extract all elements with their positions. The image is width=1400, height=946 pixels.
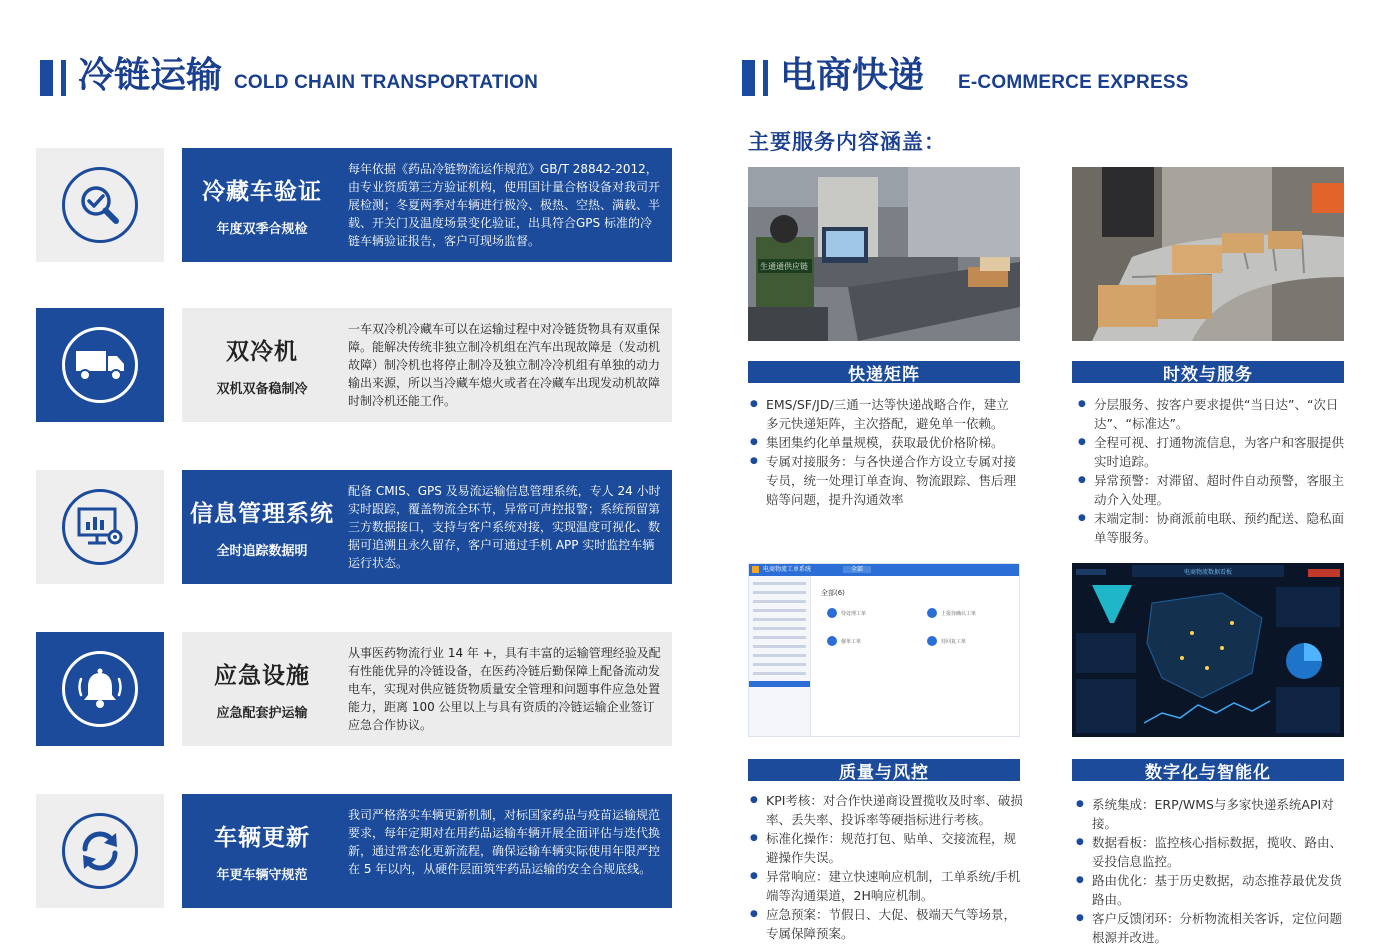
- list-item: ● 异常预警：对滞留、超时件自动预警，客服主动介入处理。: [1076, 471, 1348, 509]
- card-list-quality-risk: [748, 791, 1026, 943]
- conveyor-photo: [1072, 167, 1344, 341]
- list-item: ● 末端定制：协商派前电联、预约配送、隐私面单等服务。: [1076, 509, 1348, 547]
- row-panel: [182, 470, 672, 584]
- list-item: ● 数据看板：监控核心指标数据，揽收、路由、妥投信息监控。: [1074, 833, 1352, 871]
- list-item: ● 应急预案：节假日、大促、极端天气等场景，专属保障预案。: [748, 905, 1026, 943]
- row-head: [182, 308, 342, 422]
- row-subtitle: 双机双备稳制冷: [216, 382, 308, 397]
- dashboard-screenshot: [1072, 563, 1344, 737]
- list-item: ● KPI考核：对合作快递商设置揽收及时率、破损率、丢失率、投诉率等硬指标进行考核。: [748, 791, 1026, 829]
- left-section-title: [40, 56, 538, 96]
- list-item: ● EMS/SF/JD/三通一达等快递战略合作，建立多元快递矩阵，主次搭配，避免单一依赖。: [748, 395, 1020, 433]
- refresh-cycle-icon: [62, 813, 138, 889]
- row-info-system: [36, 470, 672, 584]
- app-tab: 全部: [843, 566, 871, 573]
- row-subtitle: 年更车辆守规范: [216, 868, 308, 883]
- sorting-sign-text: 生通通供应链: [760, 262, 808, 271]
- ticket-system-screenshot: [748, 563, 1020, 737]
- row-title: 双冷机: [226, 339, 298, 365]
- icon-box: [36, 794, 164, 908]
- title-bar-thin: [763, 60, 768, 96]
- row-desc: 配备 CMIS、GPS 及易流运输信息管理系统，专人 24 小时实时跟踪，覆盖物流全环节，异常可声控报警；系统预留第三方数据接口，支持与客户系统对接，实现温度可视化、数据可追溯且永久留存，客户可通过手机 APP 实时监控车辆运行状态。: [348, 484, 661, 570]
- row-title: 应急设施: [214, 663, 310, 689]
- list-item: ● 标准化操作：规范打包、贴单、交接流程，规避操作失误。: [748, 829, 1026, 867]
- card-list-express-matrix: [748, 395, 1020, 509]
- card-list-digital: [1074, 795, 1352, 946]
- title-bar-thick: [40, 60, 53, 96]
- monitor-gear-icon: [62, 489, 138, 565]
- app-tile: 待回复工单: [927, 636, 966, 646]
- truck-icon: [62, 327, 138, 403]
- card-title-quality-risk: 质量与风控: [748, 759, 1020, 781]
- left-title-cn: 冷链运输: [78, 55, 223, 96]
- icon-box: [36, 148, 164, 262]
- row-title: 车辆更新: [214, 825, 310, 851]
- icon-box: [36, 632, 164, 746]
- title-bar-thin: [61, 60, 66, 96]
- row-panel: [182, 308, 672, 422]
- list-item: ● 分层服务、按客户要求提供“当日达”、“次日达”、“标准达”。: [1076, 395, 1348, 433]
- dashboard-title: 电商物流数据看板: [1183, 569, 1233, 576]
- row-subtitle: 全时追踪数据明: [216, 544, 308, 559]
- list-item: ● 路由优化：基于历史数据，动态推荐最优发货路由。: [1074, 871, 1352, 909]
- row-head: [182, 794, 342, 908]
- app-tile: 待处理工单: [827, 608, 866, 618]
- card-list-timeliness: [1076, 395, 1348, 547]
- magnifier-check-icon: [62, 167, 138, 243]
- list-item: ● 全程可视、打通物流信息，为客户和客服提供实时追踪。: [1076, 433, 1348, 471]
- app-titlebar: [749, 564, 1019, 576]
- row-desc: 一车双冷机冷藏车可以在运输过程中对冷链货物具有双重保障。能解决传统非独立制冷机组在汽车出现故障是（发动机故障）制冷机也将停止制冷及独立制冷冷机组有单独的动力输出来源，所以当冷藏车熄火或者在冷藏车出现发动机故障时制冷机还能工作。: [348, 322, 661, 408]
- row-subtitle: 应急配套护运输: [216, 706, 308, 721]
- right-title-cn: 电商快递: [780, 55, 925, 96]
- card-title-express-matrix: 快递矩阵: [748, 361, 1020, 383]
- row-desc: 我司严格落实车辆更新机制，对标国家药品与疫苗运输规范要求，每年定期对在用药品运输车辆开展全面评估与迭代换新，通过常态化更新流程，确保运输车辆实际使用年限严控在 5 年以内，从硬件层面筑牢药品运输的安全合规底线。: [348, 808, 661, 876]
- row-refrigerated-verification: [36, 148, 672, 262]
- right-section-title: [742, 56, 1189, 96]
- list-item: ● 集团集约化单量规模，获取最优价格阶梯。: [748, 433, 1020, 452]
- list-item: ● 异常响应：建立快速响应机制，工单系统/手机端等沟通渠道，2H响应机制。: [748, 867, 1026, 905]
- list-item: ● 系统集成：ERP/WMS与多家快递系统API对接。: [1074, 795, 1352, 833]
- right-title-en: E-COMMERCE EXPRESS: [958, 72, 1189, 93]
- app-logo-icon: [752, 566, 759, 573]
- row-panel: [182, 632, 672, 746]
- row-subtitle: 年度双季合规检: [216, 222, 308, 237]
- left-title-en: COLD CHAIN TRANSPORTATION: [234, 72, 539, 93]
- row-head: [182, 148, 342, 262]
- list-item: ● 专属对接服务：与各快递合作方设立专属对接专员，统一处理订单查询、物流跟踪、售后理赔等问题，提升沟通效率: [748, 452, 1020, 509]
- app-sidebar: [749, 576, 811, 736]
- row-desc: 从事医药物流行业 14 年 +，具有丰富的运输管理经验及配有性能优异的冷链设备，在医药冷链后勤保障上配备流动发电车，实现对供应链货物质量安全管理和问题事件应急处置能力，距离 100 公里以上与具有资质的冷链运输企业签订应急合作协议。: [348, 646, 661, 732]
- app-tile: 催单工单: [827, 636, 861, 646]
- sorting-line-photo: [748, 167, 1020, 341]
- row-dual-cooler: [36, 308, 672, 422]
- row-vehicle-renewal: [36, 794, 672, 908]
- row-title: 冷藏车验证: [202, 179, 322, 205]
- app-title: 电商物流工单系统: [763, 566, 812, 573]
- row-desc: 每年依据《药品冷链物流运作规范》GB/T 28842-2012，由专业资质第三方验证机构，使用国计量合格设备对我司开展检测；冬夏两季对车辆进行极冷、极热、空热、满载、半载、开关门及温度场景变化验证，出具符合GPS 标准的冷链车辆验证报告，客户可现场监督。: [348, 162, 661, 248]
- icon-box: [36, 470, 164, 584]
- app-section-title: 全部(6): [821, 589, 845, 597]
- title-bar-thick: [742, 60, 755, 96]
- row-emergency: [36, 632, 672, 746]
- row-title: 信息管理系统: [190, 501, 334, 527]
- icon-box: [36, 308, 164, 422]
- list-item: ● 客户反馈闭环：分析物流相关客诉，定位问题根源并改进。: [1074, 909, 1352, 946]
- app-tile: 上报待确认工单: [927, 608, 976, 618]
- row-panel: [182, 148, 672, 262]
- row-head: [182, 470, 342, 584]
- services-title: 主要服务内容涵盖：: [748, 130, 946, 154]
- alarm-bell-icon: [62, 651, 138, 727]
- card-title-digital: 数字化与智能化: [1072, 759, 1344, 781]
- row-head: [182, 632, 342, 746]
- card-title-timeliness: 时效与服务: [1072, 361, 1344, 383]
- row-panel: [182, 794, 672, 908]
